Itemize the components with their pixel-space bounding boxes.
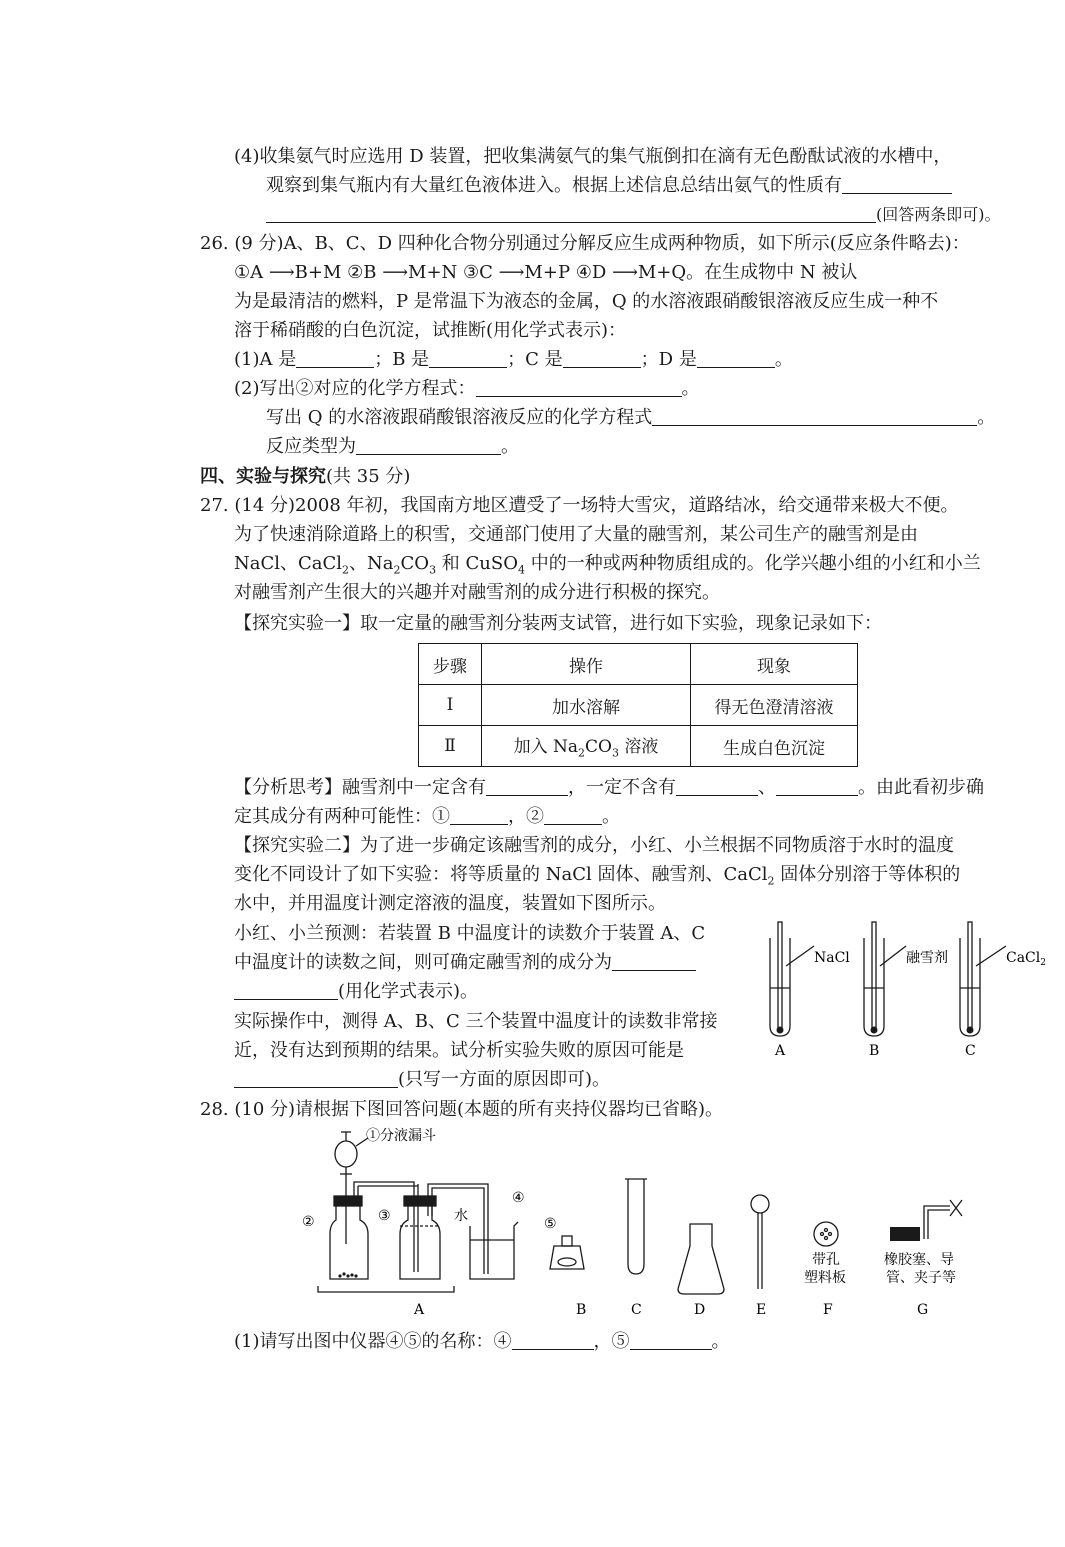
subscript: 2: [393, 563, 401, 577]
q26-p2-label: (2)写出②对应的化学方程式：: [234, 378, 476, 399]
t: 、: [758, 777, 776, 798]
stopper-2: [334, 1196, 362, 1206]
q27-line2: 为了快速消除道路上的积雪，交通部门使用了大量的融雪剂，某公司生产的融雪剂是由: [234, 524, 918, 545]
perforated-plate: [814, 1222, 838, 1246]
t: 溶液: [618, 737, 659, 758]
test-tube-c: [960, 938, 980, 1036]
section4-suffix: (共 35 分): [326, 466, 411, 487]
subscript: 2: [767, 874, 775, 888]
q26-p1-b: ；B 是: [374, 349, 430, 370]
experiment-table: [418, 643, 858, 767]
label-n2: ②: [302, 1214, 315, 1230]
answer-blank[interactable]: [842, 175, 952, 194]
label-G: G: [917, 1302, 929, 1318]
q27-act-line2: 近，没有达到预期的结果。试分析实验失败的原因可能是: [234, 1040, 684, 1061]
label-F2: 塑料板: [804, 1270, 846, 1286]
q26-p2-type-text: 反应类型为: [266, 436, 356, 457]
answer-blank[interactable]: [356, 436, 501, 455]
answer-blank[interactable]: [486, 777, 568, 796]
flask-3: [400, 1204, 440, 1279]
q27-exp1: 【探究实验一】取一定量的融雪剂分装两支试管，进行如下实验，现象记录如下：: [234, 613, 882, 634]
q26-p2-type-end: 。: [501, 436, 519, 457]
t: 中温度计的读数之间，则可确定融雪剂的成分为: [234, 952, 612, 973]
subscript: 4: [517, 563, 525, 577]
label-a: A: [775, 1043, 786, 1059]
answer-blank[interactable]: [234, 1069, 398, 1088]
label-water: 水: [454, 1208, 468, 1224]
answer-blank[interactable]: [612, 952, 696, 971]
answer-blank[interactable]: [266, 204, 876, 223]
q26-line4: 溶于稀硝酸的白色沉淀，试推断(用化学式表示)：: [234, 320, 627, 341]
q27-line1: 27. (14 分)2008 年初，我国南方地区遭受了一场特大雪灾，道路结冰，给交通带来极大不便。: [200, 495, 959, 516]
separatory-funnel: [335, 1141, 357, 1167]
q28-line1: 28. (10 分)请根据下图回答问题(本题的所有夹持仪器均已省略)。: [200, 1099, 724, 1120]
label-b: B: [869, 1043, 880, 1059]
rubber-stopper: [890, 1227, 920, 1241]
t: CO: [400, 553, 430, 574]
q27-act-line3: [234, 1068, 610, 1092]
label-A: A: [414, 1302, 425, 1318]
q27-exp2-line1: 【探究实验二】为了进一步确定该融雪剂的成分，小红、小兰根据不同物质溶于水时的温度: [234, 835, 954, 856]
q28-p1: [234, 1330, 730, 1354]
answer-blank[interactable]: [476, 378, 682, 397]
q26-p1-a: (1)A 是: [234, 349, 297, 370]
t: 。: [602, 806, 620, 827]
q26-line3: 为是最清洁的燃料，P 是常温下为液态的金属，Q 的水溶液跟硝酸银溶液反应生成一种不: [234, 291, 939, 312]
label-E: E: [756, 1302, 767, 1318]
subscript: 2: [578, 746, 586, 760]
q27-analysis: [234, 776, 984, 800]
table-header-row: [419, 644, 858, 685]
label-c: C: [965, 1043, 976, 1059]
t: (用化学式表示)。: [338, 981, 479, 1002]
answer-blank[interactable]: [512, 1331, 594, 1350]
t: 加入 Na: [513, 737, 579, 758]
stopper-3: [404, 1196, 436, 1206]
q26-p2-type: [266, 435, 519, 459]
label-G2: 管、夹子等: [886, 1270, 956, 1286]
label-n3: ③: [378, 1208, 391, 1224]
apparatus-figure: [290, 1124, 980, 1324]
label-n4: ④: [512, 1190, 525, 1206]
t: 定其成分有两种可能性：①: [234, 806, 450, 827]
q25-p4-line2: [266, 174, 952, 198]
q25-p4-suffix: (回答两条即可)。: [876, 205, 1001, 224]
answer-blank[interactable]: [697, 349, 775, 368]
thermometer-b: [872, 922, 876, 1030]
table-cell: 加水溶解: [482, 685, 691, 726]
test-tube-c2: [628, 1179, 644, 1274]
section4-title: 四、实验与探究: [200, 466, 326, 487]
subscript: 2: [1040, 958, 1046, 968]
q26-p1-end: 。: [774, 349, 793, 370]
q27-line4: 对融雪剂产生很大的兴趣并对融雪剂的成分进行积极的探究。: [234, 582, 720, 603]
table-row: [419, 685, 858, 726]
label-nacl: NaCl: [814, 950, 850, 966]
q27-act-line1: 实际操作中，测得 A、B、C 三个装置中温度计的读数非常接: [234, 1011, 718, 1032]
subscript: 3: [611, 746, 619, 760]
q26-p2-q-end: 。: [977, 407, 996, 428]
answer-blank[interactable]: [630, 1331, 712, 1350]
table-header: 现象: [691, 644, 858, 685]
t: (只写一方面的原因即可)。: [398, 1069, 611, 1090]
q26-p1: [234, 348, 793, 372]
table-cell: 生成白色沉淀: [691, 726, 858, 767]
q26-line1: 26. (9 分)A、B、C、D 四种化合物分别通过分解反应生成两种物质，如下所示(反应条件略去)：: [200, 233, 970, 254]
q26-p1-d: ；D 是: [640, 349, 697, 370]
answer-blank[interactable]: [652, 407, 977, 426]
flask-2: [330, 1204, 368, 1279]
t: 。: [711, 1331, 730, 1352]
t: 【分析思考】融雪剂中一定含有: [234, 777, 486, 798]
t: ，②: [508, 806, 544, 827]
q27-pred-line2: [234, 951, 696, 975]
q27-exp2-line2: [234, 863, 960, 887]
label-B: B: [576, 1302, 587, 1318]
t: 中的一种或两种物质组成的。化学兴趣小组的小红和小兰: [524, 553, 981, 574]
t: NaCl、CaCl: [234, 553, 343, 574]
answer-blank[interactable]: [544, 806, 602, 825]
q26-p1-c: ；C 是: [507, 349, 563, 370]
label-cacl2: [1006, 950, 1046, 968]
t: ，⑤: [593, 1331, 630, 1352]
label-C: C: [631, 1302, 642, 1318]
answer-blank[interactable]: [296, 349, 374, 368]
q27-analysis2: [234, 805, 620, 829]
t: CaCl: [1006, 950, 1041, 966]
t: 变化不同设计了如下实验：将等质量的 NaCl 固体、融雪剂、CaCl: [234, 864, 768, 885]
t: 。由此看初步确: [858, 777, 984, 798]
t: 、Na: [349, 553, 394, 574]
subscript: 2: [342, 563, 350, 577]
answer-blank[interactable]: [450, 806, 508, 825]
q27-pred-line1: 小红、小兰预测：若装置 B 中温度计的读数介于装置 A、C: [234, 923, 706, 944]
dropper: [751, 1195, 769, 1213]
thermometer-test-tube-figure: [760, 918, 1060, 1068]
table-row: [419, 726, 858, 767]
q26-p2-q-text: 写出 Q 的水溶液跟硝酸银溶液反应的化学方程式: [266, 407, 653, 428]
t: (1)请写出图中仪器④⑤的名称：④: [234, 1331, 512, 1352]
answer-blank[interactable]: [234, 981, 338, 1000]
label-D: D: [694, 1302, 706, 1318]
thermometer-a: [778, 922, 782, 1030]
funnel-label: ①分液漏斗: [366, 1128, 436, 1144]
section4-heading: [200, 465, 410, 489]
q26-p2-end: 。: [681, 378, 700, 399]
q25-p4-line1: (4)收集氨气时应选用 D 装置，把收集满氨气的集气瓶倒扣在滴有无色酚酞试液的水槽中，: [234, 146, 952, 167]
table-cell: Ⅰ: [419, 685, 482, 726]
q25-p4-text: 观察到集气瓶内有大量红色液体进入。根据上述信息总结出氨气的性质有: [266, 175, 842, 196]
t: 固体分别溶于等体积的: [774, 864, 961, 885]
answer-blank[interactable]: [776, 777, 858, 796]
q26-p2-q: [266, 406, 995, 430]
table-cell: 得无色澄清溶液: [691, 685, 858, 726]
q26-p2: [234, 377, 700, 401]
thermometer-c: [968, 922, 972, 1030]
q25-p4-line3: [266, 203, 1001, 227]
label-n5: ⑤: [544, 1216, 557, 1232]
table-cell: Ⅱ: [419, 726, 482, 767]
q27-pred-line3: [234, 980, 478, 1004]
q27-line3: [234, 552, 981, 576]
t: 和 CuSO: [436, 553, 518, 574]
t: CO: [585, 737, 612, 758]
table-cell: [482, 726, 691, 767]
subscript: 3: [429, 563, 437, 577]
label-F: F: [823, 1302, 833, 1318]
beaker-4: [470, 1222, 518, 1279]
label-snowmelt: 融雪剂: [906, 950, 948, 966]
table-header: 步骤: [419, 644, 482, 685]
q27-exp2-line3: 水中，并用温度计测定溶液的温度，装置如下图所示。: [234, 893, 666, 914]
t: ，一定不含有: [568, 777, 676, 798]
answer-blank[interactable]: [429, 349, 507, 368]
answer-blank[interactable]: [676, 777, 758, 796]
conical-flask: [678, 1224, 724, 1294]
label-G1: 橡胶塞、导: [884, 1252, 954, 1268]
table-header: 操作: [482, 644, 691, 685]
test-tube-a: [770, 938, 790, 1036]
q26-line2: ①A ⟶B+M ②B ⟶M+N ③C ⟶M+P ④D ⟶M+Q。在生成物中 N 被认: [234, 262, 858, 283]
label-F1: 带孔: [812, 1252, 840, 1268]
test-tube-b: [864, 938, 884, 1036]
answer-blank[interactable]: [563, 349, 641, 368]
